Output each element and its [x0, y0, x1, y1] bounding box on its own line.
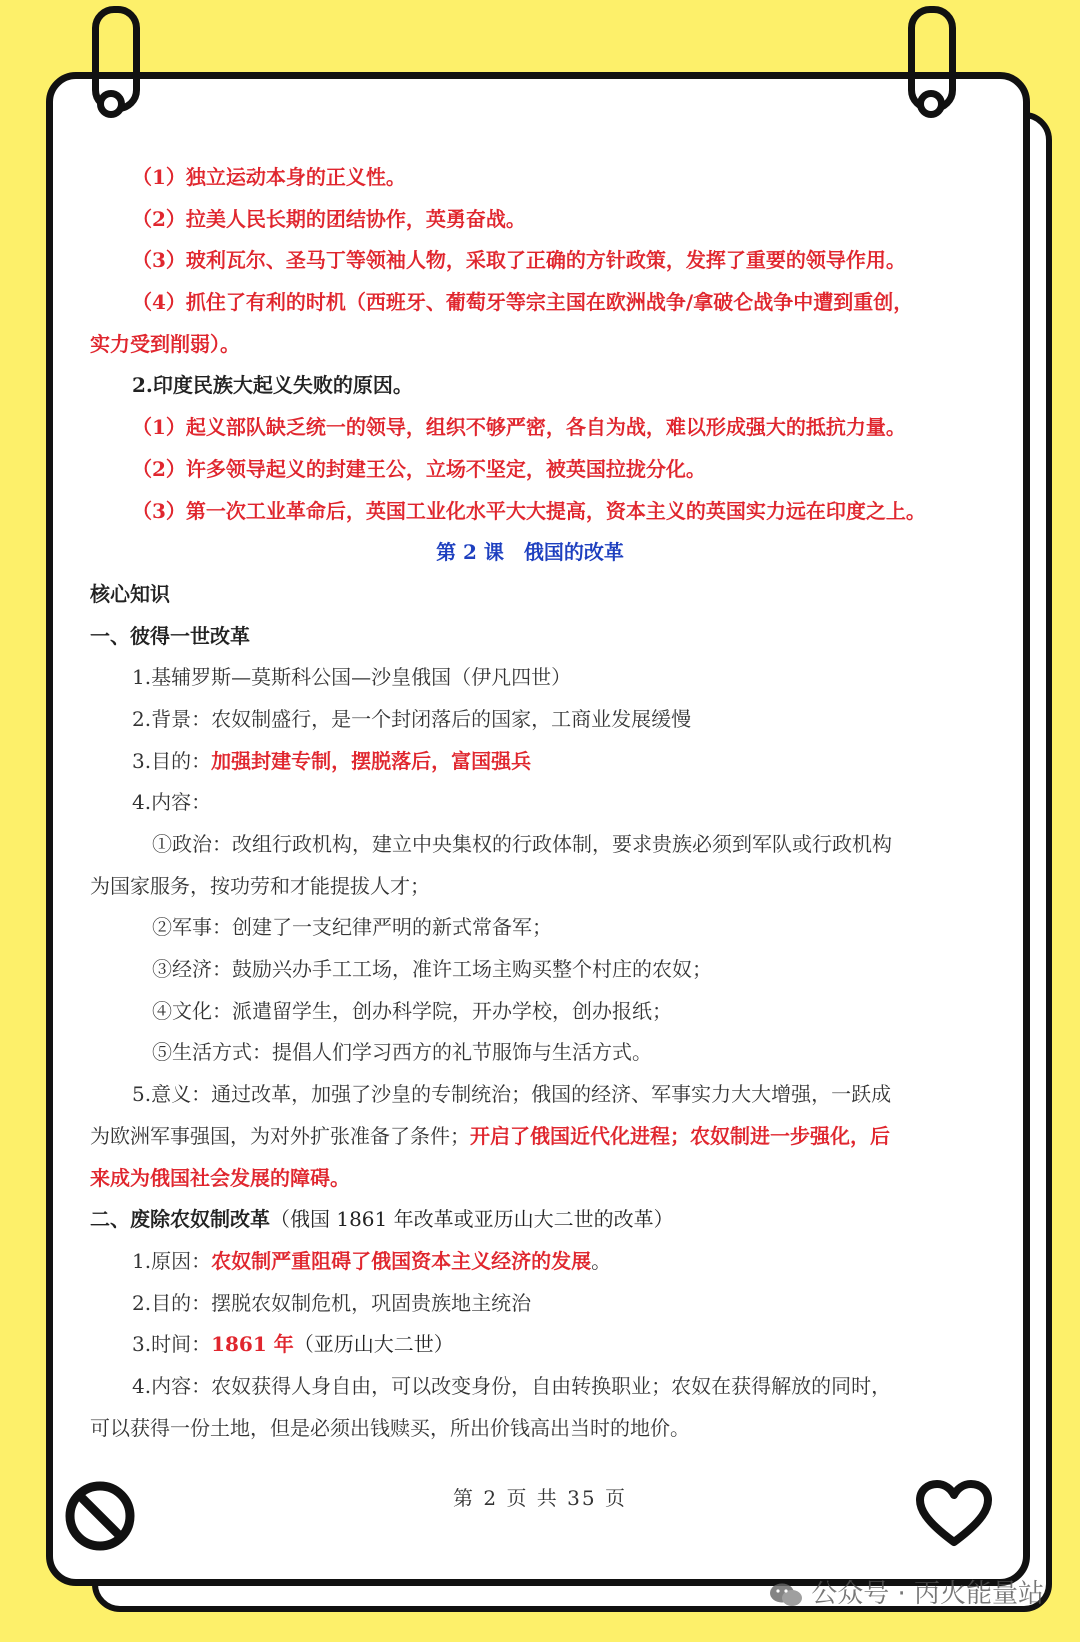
text-line: [90, 1199, 970, 1241]
line-text: ①政治：改组行政机构，建立中央集权的行政体制，要求贵族必须到军队或行政机构: [152, 832, 892, 856]
no-sign-icon: [64, 1480, 136, 1552]
line-text: （2）许多领导起义的封建王公，立场不坚定，被英国拉拢分化。: [132, 456, 706, 481]
line-text: 1.基辅罗斯—莫斯科公国—沙皇俄国（伊凡四世）: [132, 665, 572, 690]
line-text: 2.目的：摆脱农奴制危机，巩固贵族地主统治: [132, 1290, 532, 1315]
line-text: （1）起义部队缺乏统一的领导，组织不够严密，各自为战，难以形成强大的抵抗力量。: [132, 415, 906, 440]
line-text: 可以获得一份土地，但是必须出钱赎买，所出价钱高出当时的地价。: [90, 1415, 690, 1440]
heart-icon: [914, 1478, 994, 1548]
line-text: 2.印度民族大起义失败的原因。: [132, 373, 413, 398]
text-line: [90, 741, 970, 783]
line-text: 来成为俄国社会发展的障碍。: [90, 1165, 350, 1190]
highlight-text: 加强封建专制，摆脱落后，富国强兵: [211, 748, 532, 773]
text-line: [90, 949, 970, 991]
line-text: 核心知识: [90, 581, 170, 606]
text-line: [90, 407, 970, 449]
line-text: 2.背景：农奴制盛行，是一个封闭落后的国家，工商业发展缓慢: [132, 706, 692, 731]
text-line: [90, 282, 970, 324]
line-text: 为欧洲军事强国，为对外扩张准备了条件；: [90, 1123, 470, 1148]
tail-text: （亚历山大二世）: [293, 1332, 454, 1357]
text-line: [90, 1032, 970, 1074]
text-line: [90, 1074, 970, 1116]
tail-text: 。: [591, 1248, 612, 1273]
text-line: [90, 449, 970, 491]
line-text: 5.意义：通过改革，加强了沙皇的专制统治；俄国的经济、军事实力大大增强，一跃成: [132, 1082, 892, 1107]
text-line: [90, 491, 970, 533]
text-line: [90, 699, 970, 741]
line-text: （2）拉美人民长期的团结协作，英勇奋战。: [132, 206, 526, 231]
text-line: [90, 365, 970, 407]
text-line: [90, 782, 970, 824]
tail-text: （俄国 1861 年改革或亚历山大二世的改革）: [270, 1207, 674, 1232]
line-text: （3）第一次工业革命后，英国工业化水平大大提高，资本主义的英国实力远在印度之上。: [132, 498, 926, 523]
highlight-text: 1861 年: [211, 1332, 294, 1357]
text-line: [90, 1283, 970, 1325]
line-text: （3）玻利瓦尔、圣马丁等领袖人物，采取了正确的方针政策，发挥了重要的领导作用。: [132, 248, 906, 273]
text-line: [90, 907, 970, 949]
text-line: [90, 616, 970, 658]
text-line: [90, 1324, 970, 1366]
wechat-icon: [769, 1582, 803, 1608]
text-line: [90, 1241, 970, 1283]
line-text: （4）抓住了有利的时机（西班牙、葡萄牙等宗主国在欧洲战争/拿破仑战争中遭到重创，: [132, 290, 914, 315]
text-line: [90, 1408, 970, 1450]
text-line: [90, 199, 970, 241]
text-line: [90, 866, 970, 908]
binder-hole-left: [97, 90, 125, 118]
text-line: [90, 991, 970, 1033]
line-text: 1.原因：: [132, 1248, 212, 1273]
highlight-text: 农奴制严重阻碍了俄国资本主义经济的发展: [211, 1248, 592, 1273]
watermark-text: 公众号 · 丙火能量站: [811, 1579, 1044, 1609]
watermark: [769, 1573, 1044, 1610]
text-line: [90, 574, 970, 616]
highlight-text: 开启了俄国近代化进程；农奴制进一步强化，后: [470, 1123, 890, 1148]
text-line: [90, 324, 970, 366]
line-text: 4.内容：: [132, 790, 212, 815]
text-line: [90, 532, 970, 574]
line-text: （1）独立运动本身的正义性。: [132, 165, 406, 189]
line-text: 实力受到削弱）。: [90, 331, 240, 356]
line-text: 为国家服务，按功劳和才能提拔人才；: [90, 873, 430, 898]
line-text: 3.时间：: [132, 1332, 212, 1357]
text-line: [90, 1116, 970, 1158]
line-text: 3.目的：: [132, 748, 212, 773]
text-line: [90, 657, 970, 699]
document-text: [90, 157, 970, 1449]
text-line: [90, 1366, 970, 1408]
page-footer: 第 2 页 共 35 页: [453, 1486, 627, 1510]
line-text: 第 2 课 俄国的改革: [436, 540, 624, 565]
line-text: 二、废除农奴制改革: [90, 1207, 270, 1232]
binder-hole-right: [917, 90, 945, 118]
text-line: [90, 240, 970, 282]
line-text: ④文化：派遣留学生，创办科学院，开办学校，创办报纸；: [152, 998, 672, 1023]
text-line: [90, 1158, 970, 1200]
line-text: 一、彼得一世改革: [90, 623, 250, 648]
text-line: [90, 157, 970, 199]
line-text: ②军事：创建了一支纪律严明的新式常备军；: [152, 915, 552, 940]
line-text: 4.内容：农奴获得人身自由，可以改变身份，自由转换职业；农奴在获得解放的同时，: [132, 1373, 892, 1398]
line-text: ⑤生活方式：提倡人们学习西方的礼节服饰与生活方式。: [152, 1040, 652, 1065]
text-line: [90, 824, 970, 866]
line-text: ③经济：鼓励兴办手工工场，准许工场主购买整个村庄的农奴；: [152, 957, 712, 982]
